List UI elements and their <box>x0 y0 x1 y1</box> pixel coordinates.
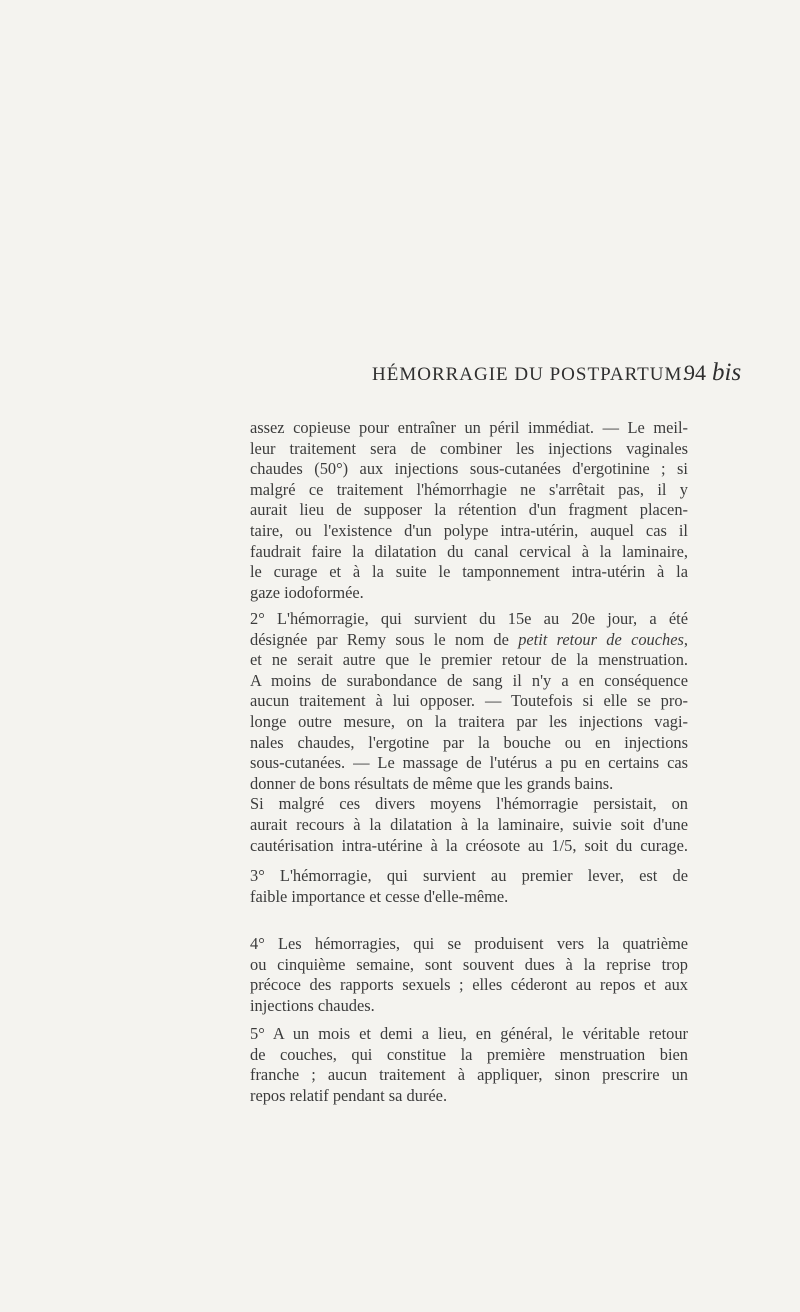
text-line: aucun traitement à lui opposer. — Toutefois si elle se pro- <box>250 691 688 711</box>
text-line: taire, ou l'existence d'un polype intra-utérin, auquel cas il <box>250 520 688 540</box>
text-line: A moins de surabondance de sang il n'y a en conséquence <box>250 670 688 690</box>
text-line: injections chaudes. <box>250 995 375 1015</box>
text-line: le curage et à la suite le tamponnement intra-utérin à la <box>250 562 688 582</box>
text-line: sous-cutanées. — Le massage de l'utérus a pu en certains cas <box>250 753 688 773</box>
text-line: faible importance et cesse d'elle-même. <box>250 886 509 906</box>
text-line: de couches, qui constitue la première menstruation bien <box>250 1044 688 1064</box>
text-line: donner de bons résultats de même que les grands bains. <box>250 773 614 793</box>
text-line: désignée par Remy sous le nom de petit retour de couches, <box>250 629 688 649</box>
text-line: et ne serait autre que le premier retour de la menstruation. <box>250 650 688 670</box>
paragraph-3 <box>250 866 688 907</box>
text-line: nales chaudes, l'ergotine par la bouche ou en injections <box>250 732 688 752</box>
italic-phrase: petit retour de couches <box>518 629 684 649</box>
page-number-value: 94 <box>684 360 706 385</box>
paragraph-5 <box>250 1024 688 1106</box>
text-line: cautérisation intra-utérine à la créosote au 1/5, soit du curage. <box>250 835 688 855</box>
running-title: HÉMORRAGIE DU POSTPARTUM. <box>372 364 689 385</box>
text-line: 4° Les hémorragies, qui se produisent vers la quatrième <box>250 934 688 953</box>
text-line: franche ; aucun traitement à appliquer, sinon prescrire un <box>250 1065 688 1085</box>
text-line: assez copieuse pour entraîner un péril immédiat. — Le meil- <box>250 418 688 437</box>
text-line: longe outre mesure, on la traitera par les injections vagi- <box>250 711 688 731</box>
text-line: malgré ce traitement l'hémorrhagie ne s'arrêtait pas, il y <box>250 479 688 499</box>
page-number-suffix: bis <box>712 359 742 386</box>
text-line: gaze iodoformée. <box>250 582 364 602</box>
paragraph-2 <box>250 609 688 856</box>
text-line: ou cinquième semaine, sont souvent dues à la reprise trop <box>250 954 688 974</box>
text-line: chaudes (50°) aux injections sous-cutanées d'ergotinine ; si <box>250 459 688 479</box>
paragraph-1 <box>250 418 688 603</box>
text-line: précoce des rapports sexuels ; elles céderont au repos et aux <box>250 975 688 995</box>
text-line: 3° L'hémorragie, qui survient au premier lever, est de <box>250 866 688 885</box>
text-line: 2° L'hémorragie, qui survient du 15e au 20e jour, a été <box>250 609 688 628</box>
text-line: aurait recours à la dilatation à la laminaire, suivie soit d'une <box>250 814 688 834</box>
text-line: aurait lieu de supposer la rétention d'un fragment placen- <box>250 500 688 520</box>
text-line: 5° A un mois et demi a lieu, en général, le véritable retour <box>250 1024 688 1043</box>
page-number <box>684 359 741 387</box>
text-line: leur traitement sera de combiner les injections vaginales <box>250 438 688 458</box>
text-line: repos relatif pendant sa durée. <box>250 1085 448 1105</box>
paragraph-4 <box>250 934 688 1016</box>
text-line: Si malgré ces divers moyens l'hémorragie persistait, on <box>250 794 688 814</box>
text-line: faudrait faire la dilatation du canal cervical à la laminaire, <box>250 541 688 561</box>
